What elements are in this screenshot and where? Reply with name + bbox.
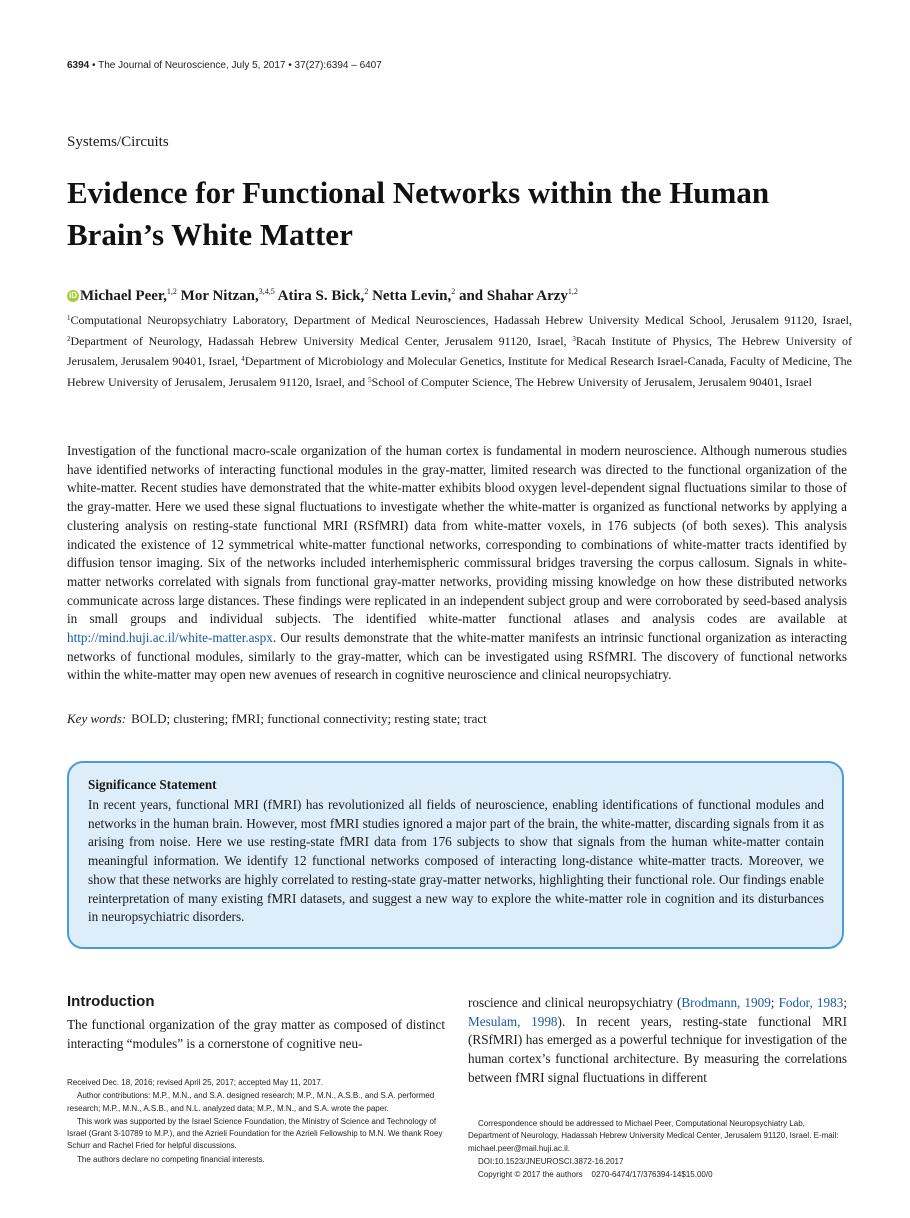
keywords-label: Key words: — [67, 711, 127, 726]
affiliations — [67, 309, 852, 392]
abstract-text: Investigation of the functional macro-scale organization of the human cortex is fundamental in modern neuroscience. Although numerous studies have identified networks of interacting functional modules in the gray-matter, limited research was directed to the functional organization of the white-matter. Recent studies have demonstrated that the white-matter exhibits blood oxygen level-dependent signal fluctuations similar to those of the gray-matter. Here we used these signal fluctuations to investigate whether the white-matter is organized as functional networks by applying a clustering analysis on resting-state functional MRI (RSfMRI) data from white-matter voxels, in 176 subjects (of both sexes). This analysis indicated the existence of 12 symmetrical white-matter functional networks, corresponding to combinations of white-matter tracts identified by diffusion tensor imaging. Six of the networks included interhemispheric commissural bridges traversing the corpus callosum. Signals in white-matter networks correlated with signals from functional gray-matter networks, providing missing knowledge on how these distributed networks communicate across large distances. These findings were replicated in an independent subject group and were corroborated by seed-based analysis in small groups and individual subjects. The identified white-matter functional atlases and analysis codes are available at — [67, 443, 847, 627]
footnote-received: Received Dec. 18, 2016; revised April 25, 2017; accepted May 11, 2017. — [67, 1078, 324, 1087]
abstract-text: . Our results demonstrate that the white-matter manifests an intrinsic functional organization as interacting networks of functional modules, similarly to the gray-matter, which can be investigated using RSfMRI. The discovery of functional networks within the white-matter may open new avenues of research in cognitive neuroscience and clinical neuropsychiatry. — [67, 630, 847, 683]
citation-link[interactable]: Brodmann, 1909 — [681, 995, 771, 1010]
affiliation-text: Department of Microbiology and Molecular Genetics, Institute for Medical Research Israel-Canada, Faculty of Medicine, The Hebrew University of Jerusalem, Jerusalem 91120, Israel, and — [67, 354, 852, 390]
journal-citation: • The Journal of Neuroscience, July 5, 2017 • 37(27):6394 – 6407 — [89, 60, 382, 71]
author-name[interactable]: Netta Levin, — [368, 288, 452, 304]
page-number: 6394 — [67, 60, 90, 71]
atlas-link[interactable]: http://mind.huji.ac.il/white-matter.aspx — [67, 630, 273, 646]
affiliation-number: 3 — [572, 334, 576, 343]
author-name[interactable]: and Shahar Arzy — [455, 288, 568, 304]
footnote-correspondence: Correspondence should be addressed to Michael Peer, Computational Neuropsychiatry Lab, Department of Neurology, Hadassah Hebrew University Medical Center, Jerusalem 91120, Israel. E-mail: michael.peer@mail.huji.ac.il. — [468, 1119, 839, 1153]
footnotes-right — [468, 1118, 848, 1182]
footnote-doi: DOI:10.1523/JNEUROSCI.3872-16.2017 — [478, 1156, 624, 1166]
affiliation-number: 2 — [67, 334, 71, 343]
significance-statement-box — [67, 761, 844, 949]
keywords-text: BOLD; clustering; fMRI; functional connectivity; resting state; tract — [131, 711, 487, 726]
introduction-text-right — [468, 994, 847, 1088]
introduction-heading: Introduction — [67, 993, 155, 1010]
affiliation-text: Racah Institute of Physics, The Hebrew University of Jerusalem, Jerusalem 90401, Israel, — [67, 333, 852, 369]
article-title: Evidence for Functional Networks within the Human Brain’s White Matter — [67, 175, 770, 252]
running-head — [67, 60, 382, 71]
author-name[interactable]: Atira S. Bick, — [274, 288, 365, 304]
significance-body: In recent years, functional MRI (fMRI) has revolutionized all fields of neuroscience, enabling identifications of functional modules and networks in the human brain. However, most fMRI studies ignored a major part of the brain, the white-matter, discarding signals from it as arising from noise. Here we use resting-state fMRI data from 176 subjects to show that signals from the human white-matter contain meaningful information. We identify 12 functional networks composed of interacting long-distance white-matter tracts. Moreover, we show that these networks are highly correlated to resting-state gray-matter networks, highlighting their functional role. Our findings enable reinterpretation of many existing fMRI datasets, and suggest a new way to explore the white-matter role in cognition and its disturbances in neuropsychiatric disorders. — [88, 797, 824, 925]
footnote-contributions: Author contributions: M.P., M.N., and S.A. designed research; M.P., M.N., A.S.B., and S.A. performed research; M.P., M.N., A.S.B., and N.L. analyzed data; M.P., M.N., and S.A. wrote the paper. — [67, 1091, 435, 1113]
affiliation-text: School of Computer Science, The Hebrew University of Jerusalem, Jerusalem 90401, Israel — [371, 375, 812, 390]
author-affiliation-sup: 2 — [364, 287, 369, 296]
affiliation-text: Computational Neuropsychiatry Laboratory, Department of Medical Neurosciences, Hadassah Hebrew University Medical School, Jerusalem 91120, Israel, — [70, 313, 852, 327]
footnote-funding: This work was supported by the Israel Science Foundation, the Ministry of Science and Technology of Israel (Grant 3-10789 to M.P.), and the Azrieli Foundation for the Azrieli Fellowship to M.N. We thank Roey Schurr and Rachel Fried for helpful discussions. — [67, 1116, 443, 1151]
affiliation-number: 1 — [67, 314, 71, 322]
citation-link[interactable]: Mesulam, 1998 — [468, 1013, 558, 1029]
author-affiliation-sup: 3,4,5 — [258, 287, 275, 296]
keywords — [67, 711, 487, 727]
body-text: ; — [843, 995, 847, 1010]
introduction-text-left: The functional organization of the gray matter as composed of distinct interacting “modules” is a cornerstone of cognitive neu- — [67, 1017, 445, 1051]
affiliation-text: Department of Neurology, Hadassah Hebrew University Medical Center, Jerusalem 91120, Israel, — [70, 333, 573, 348]
citation-link[interactable]: Fodor, 1983 — [778, 995, 844, 1010]
section-label: Systems/Circuits — [67, 134, 169, 150]
significance-title: Significance Statement — [88, 777, 217, 792]
orcid-icon[interactable]: iD — [69, 291, 77, 300]
footnote-copyright: Copyright © 2017 the authors 0270-6474/17/376394-14$15.00/0 — [478, 1170, 713, 1180]
affiliation-number: 5 — [368, 376, 372, 385]
author-name[interactable]: Michael Peer, — [80, 288, 167, 304]
body-text: roscience and clinical neuropsychiatry ( — [468, 995, 682, 1010]
author-name[interactable]: Mor Nitzan, — [176, 288, 259, 304]
author-affiliation-sup: 1,2 — [567, 287, 578, 296]
affiliation-number: 4 — [241, 355, 245, 364]
author-list — [67, 287, 578, 305]
body-text: ; — [770, 995, 779, 1010]
footnote-competing-interests: The authors declare no competing financial interests. — [77, 1154, 265, 1164]
body-text: ). In recent years, resting-state functional MRI (RSfMRI) has emerged as a powerful technique for investigation of the human cortex’s functional architecture. By measuring the correlations between fMRI signal fluctuations in different — [468, 1013, 847, 1085]
author-affiliation-sup: 1,2 — [166, 287, 177, 296]
author-affiliation-sup: 2 — [451, 287, 456, 296]
abstract — [67, 442, 847, 685]
footnotes-left — [67, 1077, 447, 1167]
